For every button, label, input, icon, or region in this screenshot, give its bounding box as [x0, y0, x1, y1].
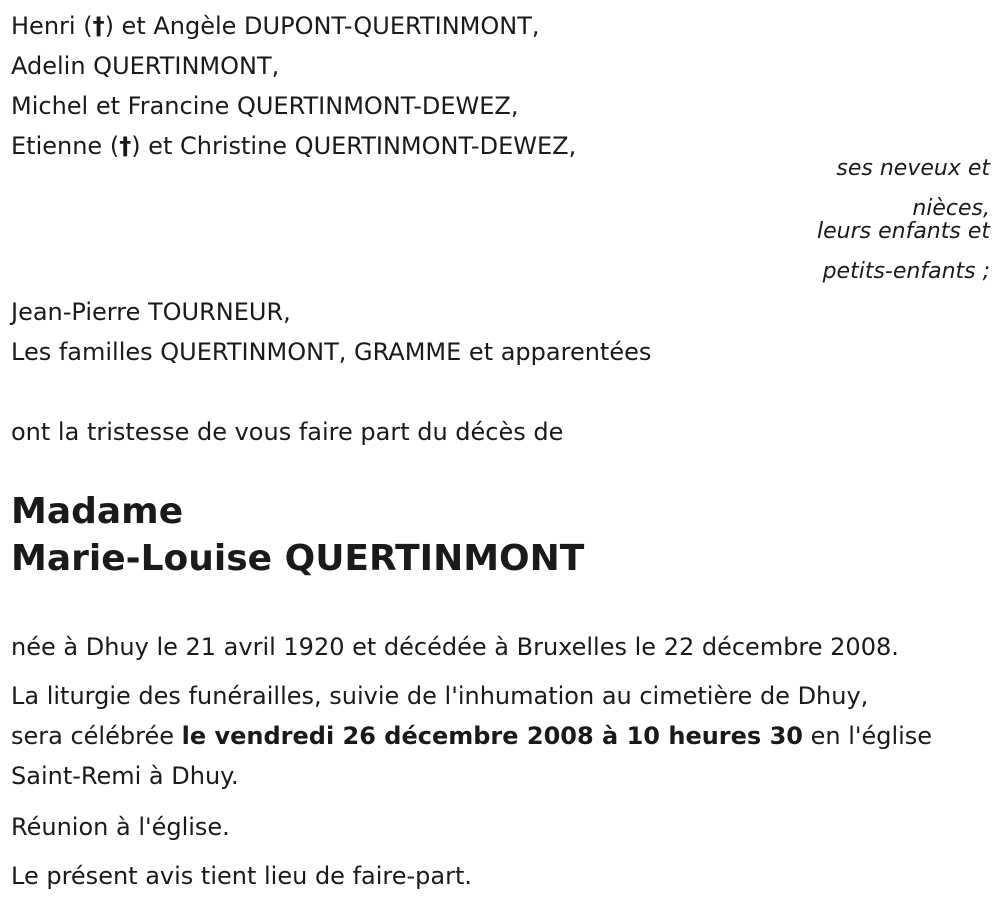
family-line-3: Michel et Francine QUERTINMONT-DEWEZ,	[11, 92, 519, 120]
relation-line-3: leurs enfants et	[817, 219, 990, 244]
reunion-line: Réunion à l'église.	[11, 813, 230, 841]
notice-line: Le présent avis tient lieu de faire-part.	[11, 862, 473, 890]
liturgy-line-3: Saint-Remi à Dhuy.	[11, 762, 239, 790]
deceased-name: Marie-Louise QUERTINMONT	[11, 538, 585, 579]
birth-death-line: née à Dhuy le 21 avril 1920 et décédée à Bruxelles le 22 décembre 2008.	[11, 633, 899, 661]
family-line-1-text-a: Henri (	[11, 12, 93, 40]
deceased-title: Madame	[11, 491, 184, 532]
family-line-4	[11, 126, 576, 166]
family-line-1-text-b: ) et Angèle DUPONT-QUERTINMONT,	[104, 12, 540, 40]
relation-line-2: nièces,	[912, 196, 990, 221]
family-line-6: Les familles QUERTINMONT, GRAMME et apparentées	[11, 338, 652, 366]
ceremony-date-time: le vendredi 26 décembre 2008 à 10 heures 30	[181, 722, 803, 750]
cross-icon: †	[92, 12, 105, 40]
family-line-4-text-a: Etienne (	[11, 132, 120, 160]
liturgy-line-1: La liturgie des funérailles, suivie de l'inhumation au cimetière de Dhuy,	[11, 682, 869, 710]
liturgy-line-2-text-b: en l'église	[802, 722, 933, 750]
cross-icon: †	[119, 132, 132, 160]
family-line-1	[11, 6, 540, 46]
liturgy-line-2	[11, 716, 932, 756]
relation-line-1: ses neveux et	[836, 156, 990, 181]
liturgy-line-2-text-a: sera célébrée	[11, 722, 182, 750]
family-line-2: Adelin QUERTINMONT,	[11, 52, 280, 80]
family-line-5: Jean-Pierre TOURNEUR,	[11, 298, 291, 326]
family-line-4-text-b: ) et Christine QUERTINMONT-DEWEZ,	[131, 132, 577, 160]
announcement-text: ont la tristesse de vous faire part du décès de	[11, 418, 564, 446]
relation-line-4: petits-enfants ;	[822, 259, 990, 284]
